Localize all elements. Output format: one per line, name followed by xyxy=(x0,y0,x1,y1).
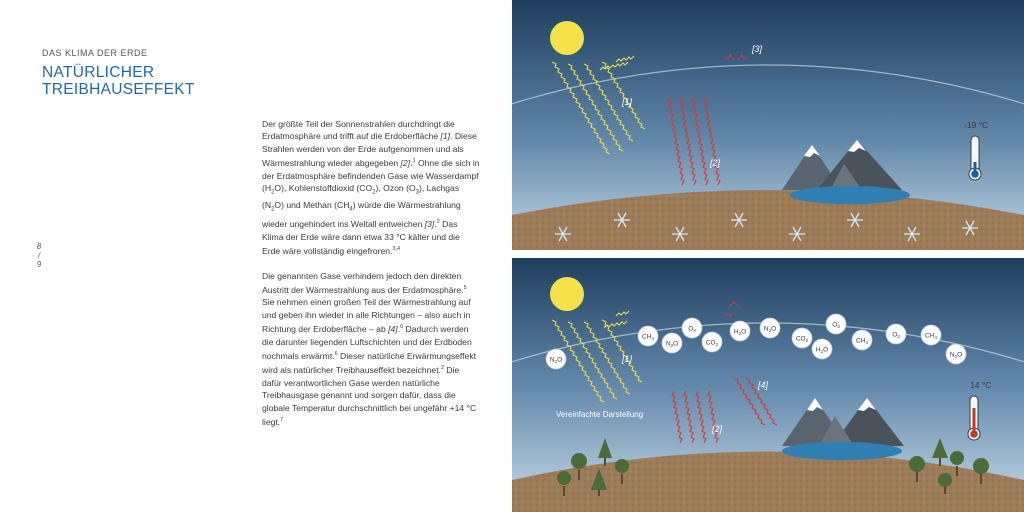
chemical-subscript: 3 xyxy=(415,189,419,196)
molecule-icon xyxy=(792,328,812,348)
text-run: Sie nehmen einen großen Teil der Wärmestrahlung auf und geben ihn wieder in alle Richtungen – also auch in Richtung der Erdoberfläche – ab xyxy=(262,297,471,335)
text-run: . xyxy=(397,324,401,335)
page-title xyxy=(42,64,195,98)
molecule-icon xyxy=(730,321,750,341)
thermometer-icon xyxy=(968,396,980,440)
footnote-ref: 1 xyxy=(412,158,416,165)
chemical-subscript: 4 xyxy=(349,207,353,214)
figure-natural-greenhouse-effect xyxy=(512,258,1024,512)
molecule-label: $N_2O$ xyxy=(949,351,963,359)
footnote-ref: 6 xyxy=(400,324,404,331)
paragraph-2 xyxy=(262,270,480,429)
page-number xyxy=(34,242,44,269)
text-run: Ohne die sich in der Erdatmosphäre befindenden Gase wie Wasserdampf (H xyxy=(262,158,480,194)
temperature-label-warm: 14 °C xyxy=(970,380,992,390)
thermometer-icon xyxy=(969,136,981,180)
text-run: Die genannten Gase verhindern jedoch den direkten Austritt der Wärmestrahlung aus der Erdatmosphäre. xyxy=(262,270,464,295)
molecule-label: $N_2O$ xyxy=(665,340,679,348)
molecule-icon xyxy=(826,314,846,334)
molecule-icon xyxy=(812,339,832,359)
label-sunlight: [1] xyxy=(622,354,633,364)
molecule-icon xyxy=(702,332,722,352)
molecule-icon xyxy=(638,326,658,346)
footnote-ref: 2 xyxy=(436,219,440,226)
molecule-label: $N_2O$ xyxy=(763,325,777,333)
molecule-icon xyxy=(662,333,682,353)
molecule-label: $CO_2$ xyxy=(705,339,719,347)
text-run: . xyxy=(434,219,437,230)
text-run: Dadurch werden die darunter liegenden Luftschichten und der Erdboden nochmals erwärmt. xyxy=(262,324,472,361)
lake-icon xyxy=(790,186,910,204)
footnote-ref: 6 xyxy=(334,350,338,357)
molecule-label: $O_3$ xyxy=(688,325,696,333)
figure-reference: [3] xyxy=(424,219,435,230)
figure-reference: [4] xyxy=(388,324,398,335)
text-run: Die dafür verantwortlichen Gase werden natürliche Treibhausgase genannt und sorgen dafür, dass die globale Temperatur durchschnittlich bei ungefähr +14 °C liegt. xyxy=(262,365,477,427)
molecule-icon xyxy=(760,318,780,338)
text-run: Der größte Teil der Sonnenstrahlen durchdringt die Erdatmosphäre und trifft auf die Erdoberfläche xyxy=(262,119,455,142)
footnote-ref: 5 xyxy=(463,285,467,291)
molecule-icon xyxy=(886,324,906,344)
molecule-icon xyxy=(921,325,941,345)
text-run: Das Klima der Erde wäre dann etwa 33 °C kälter und die Erde wäre vollständig eingefroren. xyxy=(262,219,460,257)
chemical-subscript: 2 xyxy=(372,189,376,196)
molecule-label: $CO_2$ xyxy=(795,335,809,343)
text-run: O) und Methan (CH xyxy=(274,200,350,211)
molecule-label: $O_3$ xyxy=(892,331,900,339)
lake-icon xyxy=(782,442,902,460)
figure-reference: [2] xyxy=(400,158,411,169)
figure-without-greenhouse-gases xyxy=(512,0,1024,250)
chemical-subscript: 2 xyxy=(271,207,275,214)
text-run: ), Lachgas (N xyxy=(262,183,460,211)
caption-text: Vereinfachte Darstellung xyxy=(556,410,644,419)
footnote-ref: 7 xyxy=(280,416,284,423)
page-number-left: 8 xyxy=(36,242,42,251)
sun-icon xyxy=(550,277,584,311)
label-heat: [2] xyxy=(710,158,721,168)
figure-reference: [1] xyxy=(440,131,451,142)
body-text xyxy=(262,118,480,440)
footnote-ref: 2 xyxy=(440,365,445,372)
text-run: . Diese Strahlen werden von der Erde aufgenommen und als Wärmestrahlung wieder abgegeben xyxy=(262,131,477,169)
label-reemission: [4] xyxy=(758,380,769,390)
chemical-subscript: 2 xyxy=(271,189,275,196)
molecule-label: $H_2O$ xyxy=(733,328,747,336)
text-run: Dieser natürliche Erwärmungseffekt wird als natürlicher Treibhauseffekt bezeichnet. xyxy=(262,350,477,376)
molecule-icon xyxy=(946,344,966,364)
molecule-label: $CH_4$ xyxy=(925,332,937,340)
temperature-label-cold: -19 °C xyxy=(964,120,989,130)
label-escape: [3] xyxy=(752,44,763,54)
footnote-ref: 3,4 xyxy=(392,246,401,253)
text-run: ) würde die Wärmestrahlung wieder ungehindert ins Weltall entweichen xyxy=(262,200,461,230)
page-number-separator: / xyxy=(37,251,41,260)
section-eyebrow: DAS KLIMA DER ERDE xyxy=(42,48,148,58)
molecule-label: $O_3$ xyxy=(832,321,840,329)
text-run: O), Kohlenstoffdioxid (CO xyxy=(274,183,373,194)
molecule-icon xyxy=(546,349,566,369)
page-number-right: 9 xyxy=(36,260,42,269)
text-run: ), Ozon (O xyxy=(375,183,416,194)
title-line-2: TREIBHAUSEFFEKT xyxy=(42,81,195,98)
sun-icon xyxy=(550,21,584,55)
molecule-label: $CH_4$ xyxy=(856,337,868,345)
molecule-icon xyxy=(852,330,872,350)
caption xyxy=(556,410,643,419)
paragraph-1 xyxy=(262,118,480,258)
label-heat: [2] xyxy=(712,424,723,434)
molecule-icon xyxy=(682,318,702,338)
molecule-label: $CH_4$ xyxy=(642,333,654,341)
title-line-1: NATÜRLICHER xyxy=(42,64,155,81)
molecule-label: $N_2O$ xyxy=(549,356,563,364)
molecule-label: $H_2O$ xyxy=(815,346,829,354)
text-run: . xyxy=(410,158,413,169)
label-sunlight: [1] xyxy=(622,97,633,107)
